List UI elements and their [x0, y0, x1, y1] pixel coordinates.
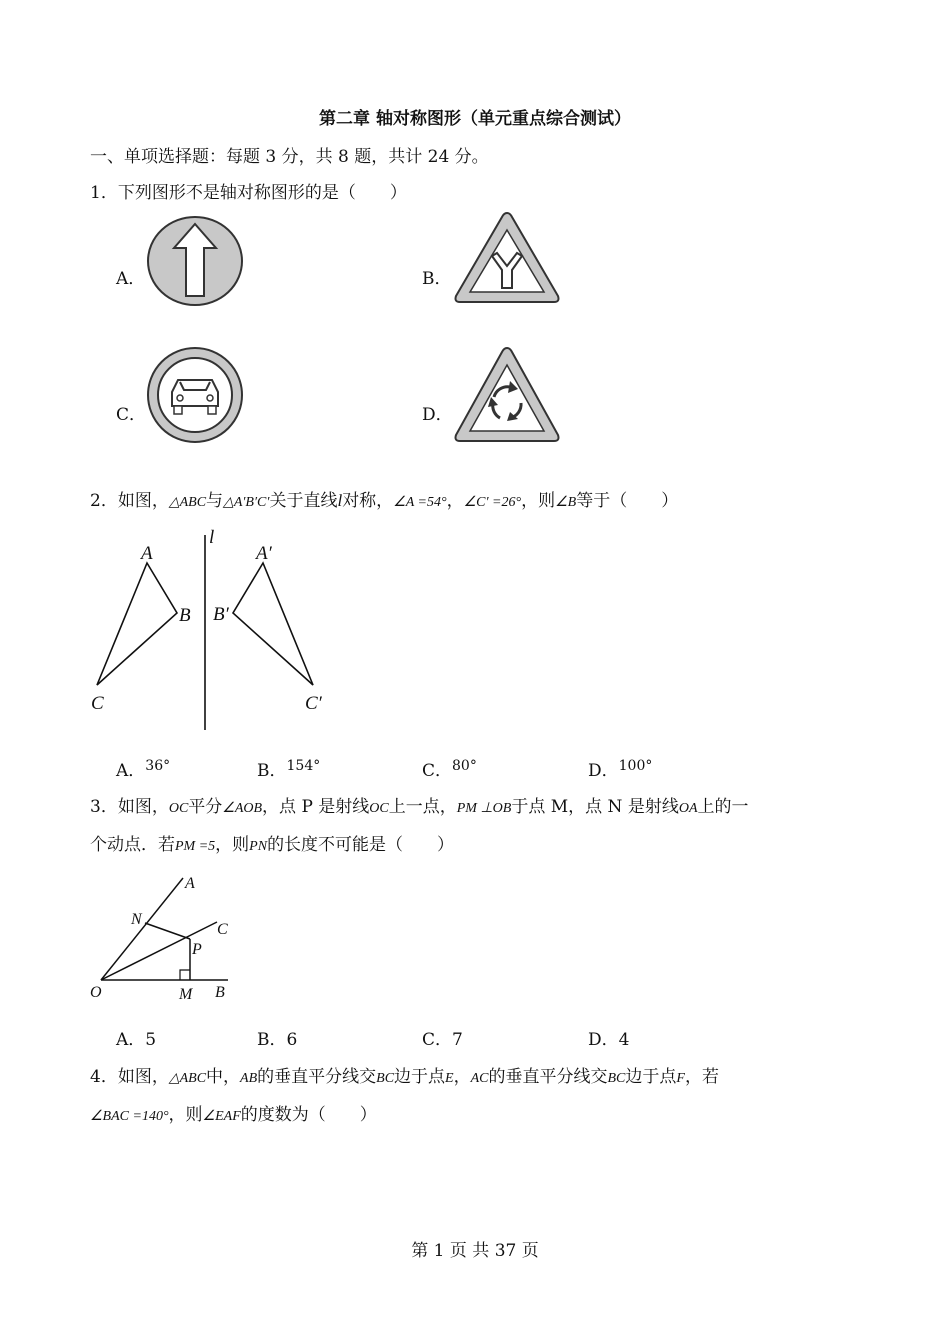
q3-option-d: D．4 — [588, 1030, 630, 1050]
q2-label-c: C — [91, 693, 104, 714]
q2-option-d: D．$^{100^\circ}$ — [588, 758, 653, 781]
q3-option-a: A．5 — [116, 1030, 157, 1050]
q2-stem — [90, 486, 678, 511]
q2-comma: ， — [446, 491, 464, 511]
q1-option-a-label: A． — [116, 269, 146, 289]
q1-option-d-label: D． — [422, 405, 453, 425]
q2-option-a: A．$^{36^\circ}$ — [116, 758, 171, 781]
q4-triangle-abc: △ABC — [168, 1071, 207, 1086]
q2-option-c: C．$^{80^\circ}$ — [422, 758, 477, 781]
q2-label-a-prime: A′ — [256, 543, 272, 564]
q3-pm-perp-ob: PM ⊥OB — [456, 801, 512, 816]
page-title: 第二章 轴对称图形（单元重点综合测试） — [319, 109, 631, 129]
q3-segment-pn-shape — [145, 923, 190, 939]
q2-triangle-abc-prime-shape — [233, 563, 313, 685]
q1-stem: 1．下列图形不是轴对称图形的是（ ） — [90, 183, 407, 203]
q3-label-p: P — [192, 941, 202, 958]
no-motor-vehicle-sign — [146, 346, 244, 444]
q3-label-m: M — [179, 986, 193, 1003]
q3-ray-oa-shape — [101, 878, 183, 980]
section-heading: 一、单项选择题：每题 3 分，共 8 题，共计 24 分。 — [90, 147, 489, 167]
q4-stem-line2: ∠BAC =140°，则∠EAF的度数为（ ） — [90, 1105, 377, 1125]
q2-triangle-abc-prime: △A′B′C′ — [223, 495, 270, 510]
q2-angle-b: ∠B — [555, 495, 577, 510]
q3-ray-oc: OC — [168, 801, 189, 816]
q3-segment-pn: PN — [249, 839, 268, 854]
q1-option-c-label: C． — [116, 405, 147, 425]
q3-label-a: A — [185, 875, 195, 892]
q2-label-a: A — [141, 543, 153, 564]
q2-line-l: l — [337, 491, 343, 510]
q2-about: 关于直线 — [269, 491, 338, 511]
q4-stem-line1: 4．如图，△ABC中，AB的垂直平分线交BC边于点E，AC的垂直平分线交BC边于点F，若 — [90, 1067, 719, 1087]
q4-angle-eaf: ∠EAF — [202, 1109, 241, 1124]
q3-label-o: O — [90, 984, 102, 1001]
q3-right-angle-mark — [180, 970, 190, 980]
q2-symmetric: 对称， — [342, 491, 394, 511]
q3-label-n: N — [131, 911, 142, 928]
q2-option-b: B．$^{154^\circ}$ — [257, 758, 321, 781]
q2-equals: 等于（ ） — [576, 491, 679, 511]
q2-label-b: B — [179, 605, 191, 626]
q4-angle-bac: ∠BAC =140° — [90, 1109, 169, 1124]
q2-triangle-abc: △ABC — [168, 495, 207, 510]
q2-angle-c-prime: ∠C′ =26° — [463, 495, 522, 510]
q3-option-b: B．6 — [257, 1030, 298, 1050]
q3-angle-aob: ∠AOB — [222, 801, 263, 816]
q3-figure — [85, 866, 245, 1006]
q3-option-c: C．7 — [422, 1030, 463, 1050]
q3-label-b: B — [215, 984, 225, 1001]
q3-stem-line1: 3．如图，OC平分∠AOB，点 P 是射线OC上一点，PM ⊥OB于点 M，点 N 是射线OA上的一 — [90, 797, 749, 817]
q3-label-c: C — [217, 921, 228, 938]
q3-pm-value: PM =5 — [175, 839, 216, 854]
q2-label-b-prime: B′ — [213, 604, 229, 625]
q2-label-c-prime: C′ — [305, 693, 322, 714]
q2-triangle-abc-shape — [97, 563, 177, 685]
q2-then: ，则 — [521, 491, 556, 511]
roundabout-warning-sign — [452, 345, 562, 445]
q2-prefix: 2．如图， — [90, 491, 169, 511]
q2-angle-a: ∠A =54° — [393, 495, 447, 510]
q2-and: 与 — [206, 491, 224, 511]
q3-stem-line2: 个动点．若PM =5，则PN的长度不可能是（ ） — [90, 835, 455, 855]
page-footer: 第 1 页 共 37 页 — [411, 1241, 539, 1261]
q2-label-l: l — [209, 527, 215, 548]
y-junction-warning-sign — [452, 210, 562, 306]
q2-figure — [85, 525, 345, 735]
q3-ray-oa: OA — [678, 801, 698, 816]
no-entry-up-arrow-sign — [146, 216, 244, 306]
q1-option-b-label: B． — [422, 269, 452, 289]
